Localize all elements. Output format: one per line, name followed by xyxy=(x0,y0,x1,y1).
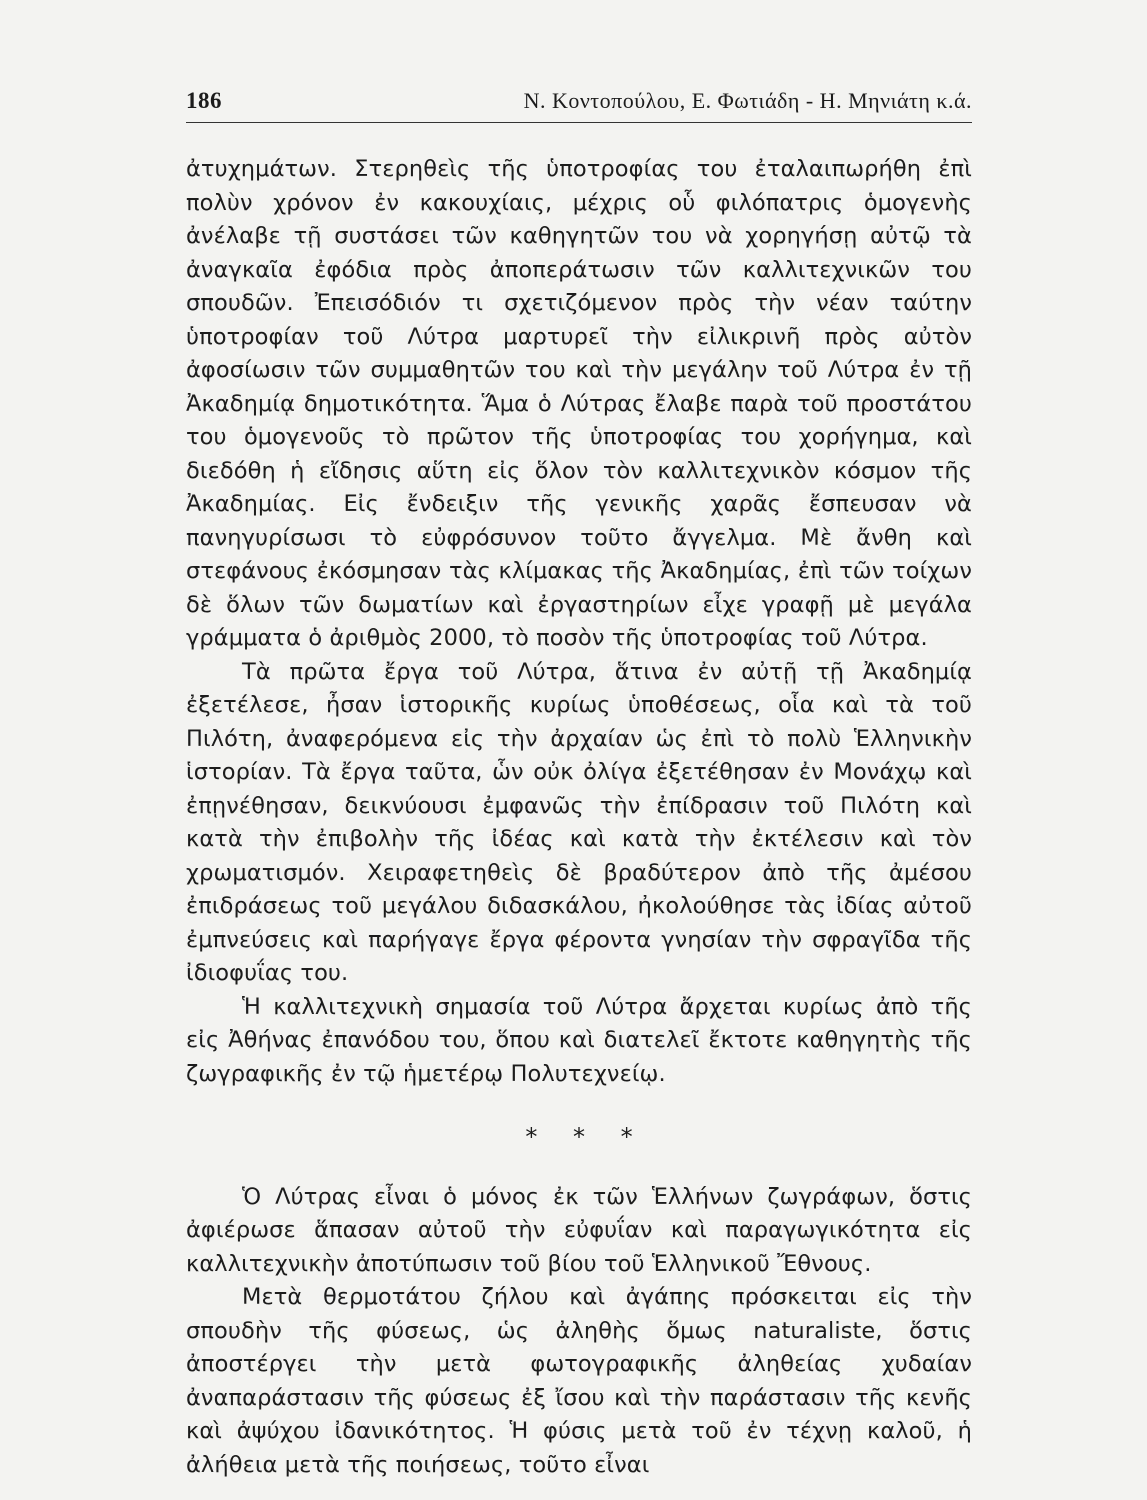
paragraph-continued: ἀτυχημάτων. Στερηθεὶς τῆς ὑποτροφίας του ἐταλαιπωρήθη ἐπὶ πολὺν χρόνον ἐν κακουχίαις, μέχρις οὗ φιλόπατρις ὁμογενὴς ἀνέλαβε τῇ συστάσει τῶν καθηγητῶν του νὰ χορηγήσῃ αὐτῷ τὰ ἀναγκαῖα ἐφόδια πρὸς ἀποπεράτωσιν τῶν καλλιτεχνικῶν του σπουδῶν. Ἐπεισόδιόν τι σχετιζόμενον πρὸς τὴν νέαν ταύτην ὑποτροφίαν τοῦ Λύτρα μαρτυρεῖ τὴν εἰλικρινῆ πρὸς αὐτὸν ἀφοσίωσιν τῶν συμμαθητῶν του καὶ τὴν μεγάλην τοῦ Λύτρα ἐν τῇ Ἀκαδημίᾳ δημοτικότητα. Ἅμα ὁ Λύτρας ἔλαβε παρὰ τοῦ προστάτου του ὁμογενοῦς τὸ πρῶτον τῆς ὑποτροφίας του χορήγημα, καὶ διεδόθη ἡ εἴδησις αὕτη εἰς ὅλον τὸν καλλιτεχνικὸν κόσμον τῆς Ἀκαδημίας. Εἰς ἔνδειξιν τῆς γενικῆς χαρᾶς ἔσπευσαν νὰ πανηγυρίσωσι τὸ εὐφρόσυνον τοῦτο ἄγγελμα. Μὲ ἄνθη καὶ στεφάνους ἐκόσμησαν τὰς κλίμακας τῆς Ἀκαδημίας, ἐπὶ τῶν τοίχων δὲ ὅλων τῶν δωματίων καὶ ἐργαστηρίων εἶχε γραφῇ μὲ μεγάλα γράμματα ὁ ἀριθμὸς 2000, τὸ ποσὸν τῆς ὑποτροφίας τοῦ Λύτρα. xyxy=(186,156,972,651)
paragraph: Ὁ Λύτρας εἶναι ὁ μόνος ἐκ τῶν Ἑλλήνων ζωγράφων, ὅστις ἀφιέρωσε ἅπασαν αὐτοῦ τὴν εὐφυΐαν καὶ παραγωγικότητα εἰς καλλιτεχνικὴν ἀποτύπωσιν τοῦ βίου τοῦ Ἑλληνικοῦ Ἔθνους. xyxy=(186,1183,972,1277)
paragraph: Τὰ πρῶτα ἔργα τοῦ Λύτρα, ἅτινα ἐν αὐτῇ τῇ Ἀκαδημίᾳ ἐξετέλεσε, ἦσαν ἱστορικῆς κυρίως ὑποθέσεως, οἷα καὶ τὰ τοῦ Πιλότη, ἀναφερόμενα εἰς τὴν ἀρχαίαν ὡς ἐπὶ τὸ πολὺ Ἑλληνικὴν ἱστορίαν. Τὰ ἔργα ταῦτα, ὧν οὐκ ὀλίγα ἐξετέθησαν ἐν Μονάχῳ καὶ ἐπῃνέθησαν, δεικνύουσι ἐμφανῶς τὴν ἐπίδρασιν τοῦ Πιλότη καὶ κατὰ τὴν ἐπιβολὴν τῆς ἰδέας καὶ κατὰ τὴν ἐκτέλεσιν καὶ τὸν χρωματισμόν. Χειραφετηθεὶς δὲ βραδύτερον ἀπὸ τῆς ἀμέσου ἐπιδράσεως τοῦ μεγάλου διδασκάλου, ἠκολούθησε τὰς ἰδίας αὐτοῦ ἐμπνεύσεις καὶ παρήγαγε ἔργα φέροντα γνησίαν τὴν σφραγῖδα τῆς ἰδιοφυΐας του. xyxy=(186,658,972,986)
running-head-authors: Ν. Κοντοπούλου, Ε. Φωτιάδη - Η. Μηνιάτη κ.ά. xyxy=(523,88,972,113)
paragraph: Ἡ καλλιτεχνικὴ σημασία τοῦ Λύτρα ἄρχεται κυρίως ἀπὸ τῆς εἰς Ἀθήνας ἐπανόδου του, ὅπου καὶ διατελεῖ ἔκτοτε καθηγητὴς τῆς ζωγραφικῆς ἐν τῷ ἡμετέρῳ Πολυτεχνείῳ. xyxy=(186,993,972,1087)
paragraph: Μετὰ θερμοτάτου ζήλου καὶ ἀγάπης πρόσκειται εἰς τὴν σπουδὴν τῆς φύσεως, ὡς ἀληθὴς ὅμως naturaliste, ὅστις ἀποστέργει τὴν μετὰ φωτογραφικῆς ἀληθείας χυδαίαν ἀναπαράστασιν τῆς φύσεως ἐξ ἴσου καὶ τὴν παράστασιν τῆς κενῆς καὶ ἀψύχου ἰδανικότητος. Ἡ φύσις μετὰ τοῦ ἐν τέχνῃ καλοῦ, ἡ ἀλήθεια μετὰ τῆς ποιήσεως, τοῦτο εἶναι xyxy=(186,1284,972,1478)
body-text xyxy=(186,153,972,1482)
running-header xyxy=(186,78,972,123)
page-number: 186 xyxy=(186,88,222,113)
section-separator: * * * xyxy=(525,1123,647,1151)
